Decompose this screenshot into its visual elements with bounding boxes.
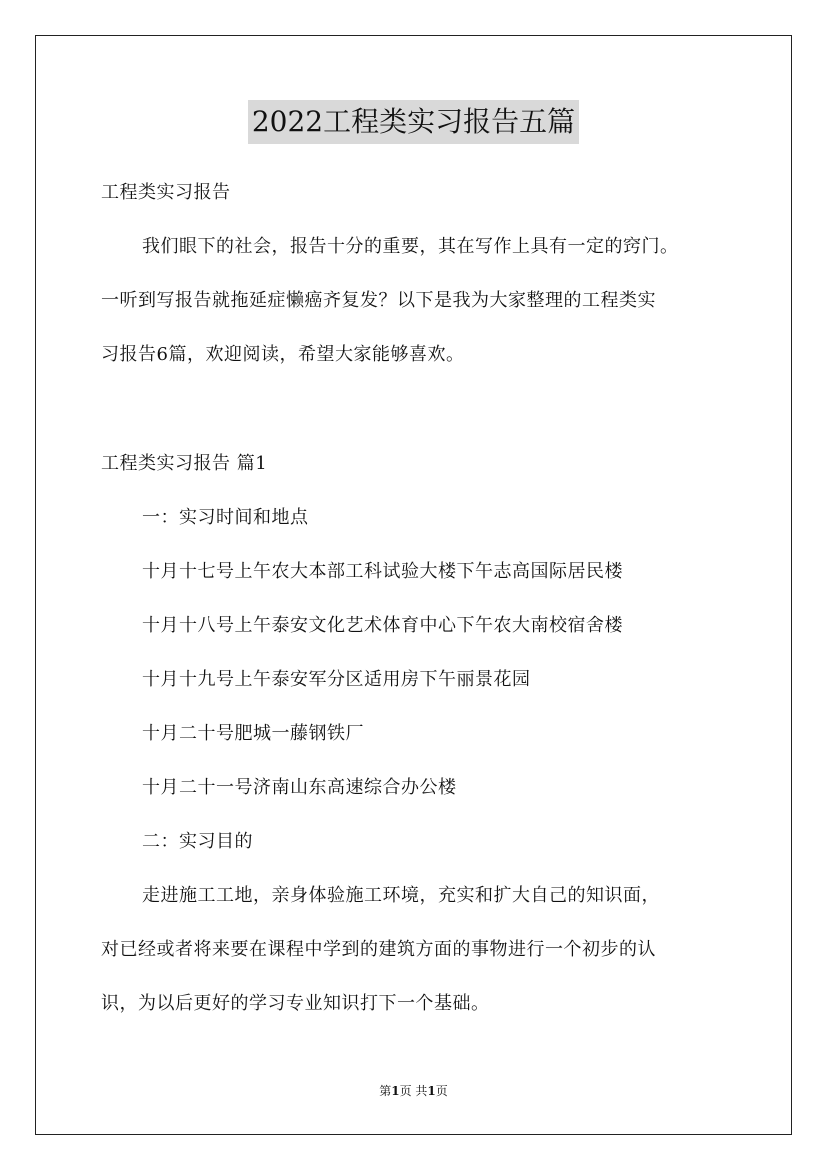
document-title [0, 100, 827, 144]
purpose-line-2: 对已经或者将来要在课程中学到的建筑方面的事物进行一个初步的认 [101, 939, 656, 960]
page-footer [0, 1083, 827, 1099]
page-current: 1 [391, 1084, 400, 1098]
subheading-purpose: 二：实习目的 [142, 831, 253, 852]
schedule-item-4: 十月二十号肥城一藤钢铁厂 [142, 723, 364, 744]
intro-heading: 工程类实习报告 [101, 182, 231, 203]
subheading-time-place: 一：实习时间和地点 [142, 507, 309, 528]
page-suffix: 页 [435, 1084, 448, 1098]
document-title-text: 2022工程类实习报告五篇 [248, 100, 579, 144]
intro-line-2: 一听到写报告就拖延症懒癌齐复发？以下是我为大家整理的工程类实 [101, 290, 656, 311]
intro-line-3: 习报告6篇，欢迎阅读，希望大家能够喜欢。 [101, 344, 465, 365]
schedule-item-1: 十月十七号上午农大本部工科试验大楼下午志高国际居民楼 [142, 561, 623, 582]
page-total: 1 [427, 1084, 436, 1098]
purpose-line-3: 识，为以后更好的学习专业知识打下一个基础。 [101, 993, 490, 1014]
page-prefix: 第 [379, 1084, 392, 1098]
schedule-item-2: 十月十八号上午泰安文化艺术体育中心下午农大南校宿舍楼 [142, 615, 623, 636]
purpose-line-1: 走进施工工地，亲身体验施工环境，充实和扩大自己的知识面， [142, 885, 660, 906]
page-mid: 页 共 [399, 1084, 428, 1098]
schedule-item-3: 十月十九号上午泰安军分区适用房下午丽景花园 [142, 669, 531, 690]
schedule-item-5: 十月二十一号济南山东高速综合办公楼 [142, 777, 457, 798]
intro-line-1: 我们眼下的社会，报告十分的重要，其在写作上具有一定的窍门。 [142, 236, 679, 257]
section-heading: 工程类实习报告 篇1 [101, 453, 268, 474]
